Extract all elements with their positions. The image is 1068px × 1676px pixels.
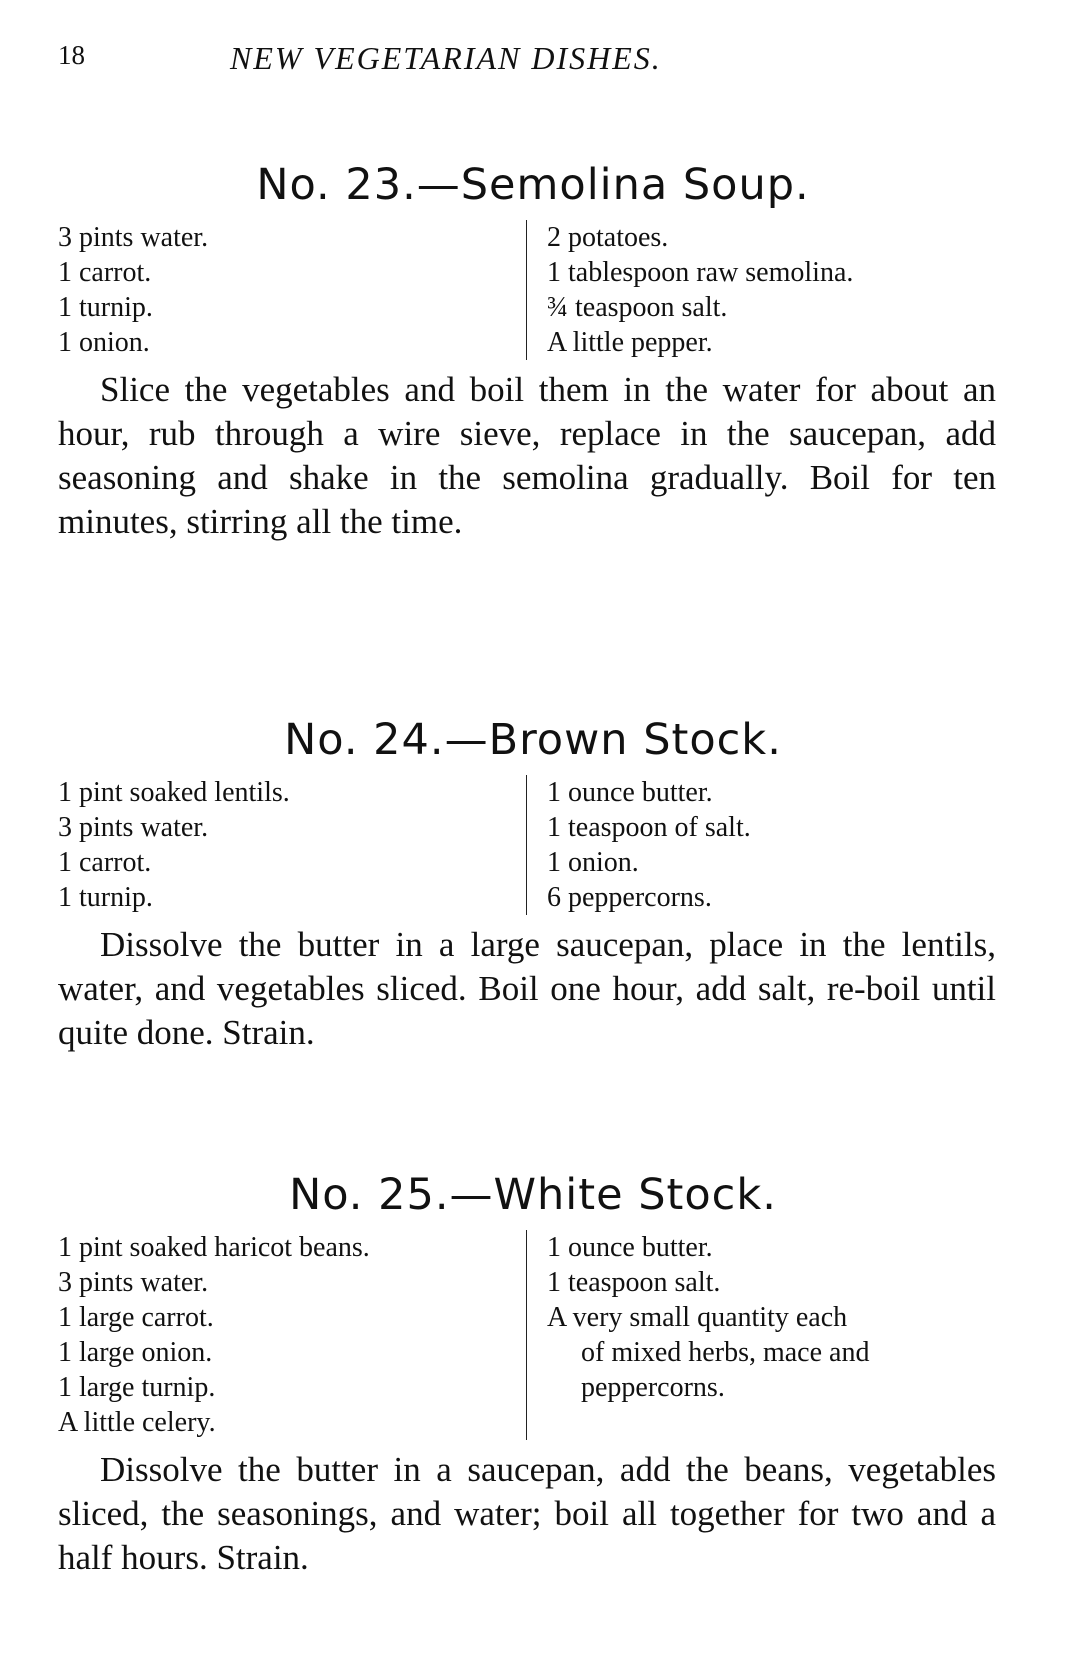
ingredient: 1 large carrot. xyxy=(58,1302,214,1333)
recipe-title: No. 24.—Brown Stock. xyxy=(284,715,782,765)
ingredient: 6 peppercorns. xyxy=(547,882,712,913)
ingredients-left-column xyxy=(58,220,526,360)
ingredient: 1 large onion. xyxy=(58,1337,213,1368)
ingredient: 1 teaspoon of salt. xyxy=(547,812,751,843)
recipe-title: No. 25.—White Stock. xyxy=(289,1170,777,1220)
ingredients-left-column xyxy=(58,1230,526,1440)
page-number: 18 xyxy=(58,40,85,70)
ingredient: 2 potatoes. xyxy=(547,222,669,253)
method-text: Dissolve the butter in a large saucepan, place in the lentils, water, and vegetables sliced. Boil one hour, add salt, re-boil until quite done. Strain. xyxy=(58,925,996,1052)
ingredient: ¾ teaspoon salt. xyxy=(547,292,728,323)
ingredient: 1 tablespoon raw semolina. xyxy=(547,257,854,288)
ingredient: A little celery. xyxy=(58,1407,216,1438)
ingredient: 1 pint soaked lentils. xyxy=(58,777,290,808)
ingredients xyxy=(58,220,1008,360)
ingredient: 1 turnip. xyxy=(58,882,153,913)
ingredient: 1 turnip. xyxy=(58,292,153,323)
ingredient: 1 onion. xyxy=(58,327,150,358)
recipe-title: No. 23.—Semolina Soup. xyxy=(256,160,810,210)
ingredient: A little pepper. xyxy=(547,327,713,358)
ingredient-continuation: peppercorns. xyxy=(581,1372,725,1403)
ingredients xyxy=(58,775,1008,915)
ingredients-right-column xyxy=(526,1230,869,1440)
ingredient: 1 onion. xyxy=(547,847,639,878)
ingredient: 1 pint soaked haricot beans. xyxy=(58,1232,370,1263)
recipe-brown-stock xyxy=(58,715,1008,1055)
ingredient-continuation: of mixed herbs, mace and xyxy=(581,1337,870,1368)
recipe-semolina-soup xyxy=(58,160,1008,544)
ingredient: 1 ounce butter. xyxy=(547,1232,713,1263)
ingredients-left-column xyxy=(58,775,526,915)
ingredient: 1 ounce butter. xyxy=(547,777,713,808)
ingredients-right-column xyxy=(526,775,751,915)
running-head xyxy=(58,40,1018,80)
method-text: Slice the vegetables and boil them in the water for about an hour, rub through a wire sieve, replace in the saucepan, add seasoning and shake in the semolina gradually. Boil for ten minutes, stirring all the time. xyxy=(58,370,996,541)
ingredient: 1 carrot. xyxy=(58,257,152,288)
ingredient: 1 carrot. xyxy=(58,847,152,878)
ingredients-right-column xyxy=(526,220,853,360)
ingredient: 1 teaspoon salt. xyxy=(547,1267,721,1298)
recipe-white-stock xyxy=(58,1170,1008,1580)
ingredient: 1 large turnip. xyxy=(58,1372,216,1403)
ingredient: 3 pints water. xyxy=(58,1267,209,1298)
ingredient: 3 pints water. xyxy=(58,812,209,843)
running-title: NEW VEGETARIAN DISHES. xyxy=(230,40,662,76)
ingredients xyxy=(58,1230,1008,1440)
ingredient: 3 pints water. xyxy=(58,222,209,253)
ingredient: A very small quantity each xyxy=(547,1302,848,1333)
method-text: Dissolve the butter in a saucepan, add the beans, vegetables sliced, the seasonings, and water; boil all together for two and a half hours. Strain. xyxy=(58,1450,996,1577)
